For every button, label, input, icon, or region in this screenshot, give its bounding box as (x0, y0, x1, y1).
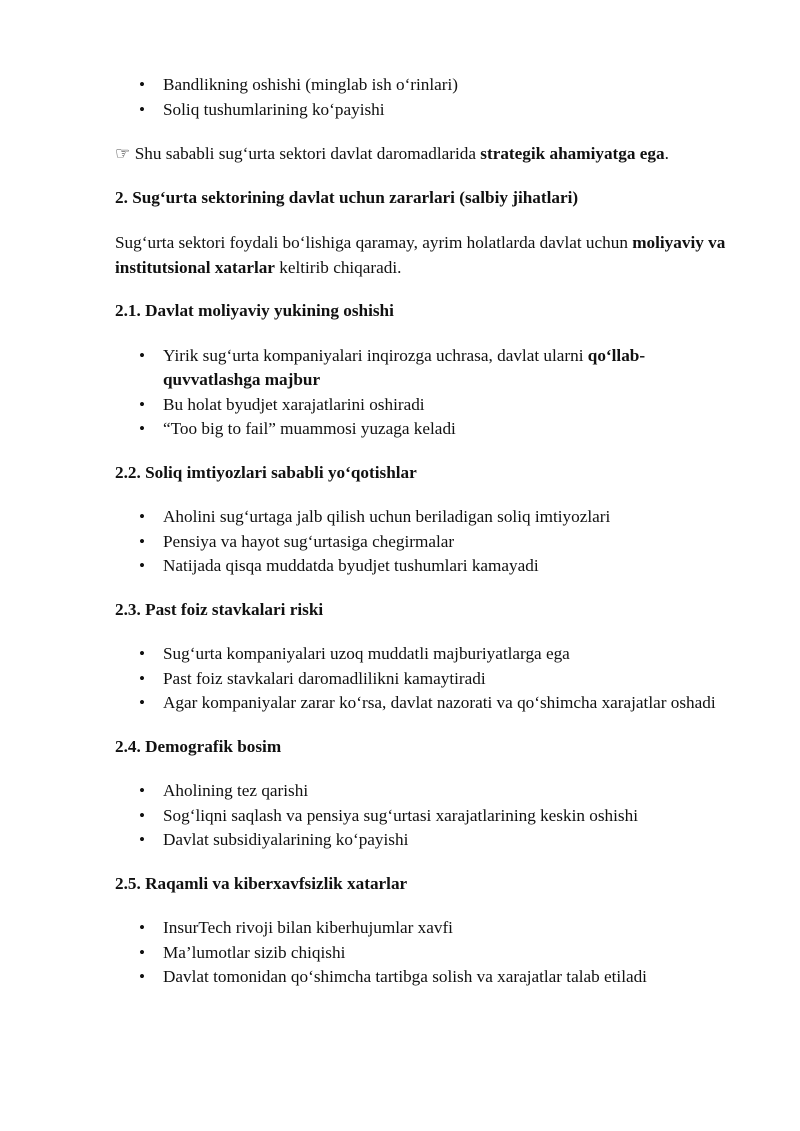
section-2-5-heading: 2.5. Raqamli va kiberxavfsizlik xatarlar (115, 873, 408, 893)
section-2-1-list (115, 344, 735, 442)
list-item (115, 530, 735, 555)
pointing-hand-icon: ☞ (115, 144, 131, 163)
conclusion-emphasis: strategik ahamiyatga ega (480, 144, 665, 163)
list-item-text: “Too big to fail” muammosi yuzaga keladi (163, 419, 456, 438)
list-item-text: Yirik sug‘urta kompaniyalari inqirozga uchrasa, davlat ularni (163, 345, 588, 365)
list-item-text: InsurTech rivoji bilan kiberhujumlar xavfi (163, 918, 453, 937)
list-item (115, 779, 735, 804)
list-item (115, 393, 735, 418)
list-item (115, 98, 735, 123)
conclusion-end: . (664, 144, 669, 163)
conclusion-paragraph (115, 142, 735, 167)
intro-bullet-list (115, 73, 735, 122)
section-2-3-list (115, 642, 735, 716)
conclusion-text: Shu sababli sug‘urta sektori davlat daromadlarida (130, 144, 481, 163)
list-item (115, 417, 735, 442)
list-item-text: Agar kompaniyalar zarar ko‘rsa, davlat nazorati va qo‘shimcha xarajatlar oshadi (163, 693, 716, 712)
list-item (115, 344, 735, 393)
list-item-text: Natijada qisqa muddatda byudjet tushumlari kamayadi (163, 556, 539, 575)
list-item (115, 828, 735, 853)
list-item (115, 554, 735, 579)
list-item-emphasis: qo‘llab-quvvatlashga majbur (163, 345, 646, 389)
paragraph-text: Sug‘urta sektori foydali bo‘lishiga qaramay, ayrim holatlarda davlat uchun (115, 233, 633, 252)
list-item (115, 73, 735, 98)
list-item (115, 667, 735, 692)
section-2-paragraph (115, 231, 735, 280)
list-item (115, 916, 735, 941)
list-item (115, 505, 735, 530)
list-item-text: Sug‘urta kompaniyalari uzoq muddatli majburiyatlarga ega (163, 644, 570, 663)
section-2-5-list (115, 916, 735, 990)
list-item (115, 642, 735, 667)
section-2-3-heading: 2.3. Past foiz stavkalari riski (115, 599, 324, 619)
list-item-text: Past foiz stavkalari daromadlilikni kamaytiradi (163, 668, 486, 688)
list-item-text: Aholini sug‘urtaga jalb qilish uchun beriladigan soliq imtiyozlari (163, 507, 611, 526)
list-item-text: Sog‘liqni saqlash va pensiya sug‘urtasi xarajatlarining keskin oshishi (163, 805, 638, 825)
list-item-text: Ma’lumotlar sizib chiqishi (163, 942, 346, 962)
list-item (115, 691, 735, 716)
list-item-text: Aholining tez qarishi (163, 781, 309, 800)
list-item-text: Pensiya va hayot sug‘urtasiga chegirmalar (163, 531, 455, 551)
list-item-text: Soliq tushumlarining ko‘payishi (163, 99, 385, 119)
paragraph-emphasis: moliyaviy va institutsional xatarlar (115, 233, 726, 277)
list-item-text: Bu holat byudjet xarajatlarini oshiradi (163, 394, 425, 414)
section-2-1-heading: 2.1. Davlat moliyaviy yukining oshishi (115, 301, 394, 320)
section-2-heading: 2. Sug‘urta sektorining davlat uchun zararlari (salbiy jihatlari) (115, 187, 579, 207)
list-item (115, 941, 735, 966)
paragraph-text-end: keltirib chiqaradi. (274, 257, 402, 277)
section-2-2-heading: 2.2. Soliq imtiyozlari sababli yo‘qotishlar (115, 462, 417, 482)
list-item-text: Davlat subsidiyalarining ko‘payishi (163, 830, 409, 849)
list-item-text: Davlat tomonidan qo‘shimcha tartibga solish va xarajatlar talab etiladi (163, 967, 647, 986)
section-2-4-list (115, 779, 735, 853)
list-item (115, 804, 735, 829)
list-item (115, 965, 735, 990)
section-2-4-heading: 2.4. Demografik bosim (115, 736, 282, 756)
list-item-text: Bandlikning oshishi (minglab ish o‘rinlari) (163, 75, 459, 94)
section-2-2-list (115, 505, 735, 579)
document-page (115, 73, 735, 990)
